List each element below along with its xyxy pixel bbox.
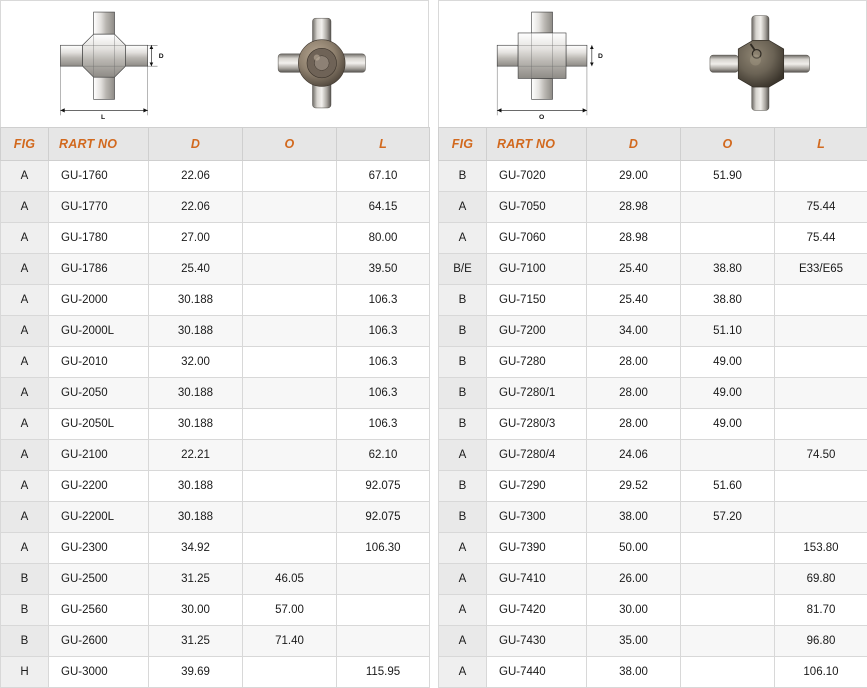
cell-o bbox=[243, 285, 337, 316]
cell-l: 92.075 bbox=[337, 471, 430, 502]
cell-d: 34.92 bbox=[149, 533, 243, 564]
cell-o bbox=[681, 564, 775, 595]
cell-part: GU-2050L bbox=[49, 409, 149, 440]
cell-l bbox=[337, 595, 430, 626]
cell-fig: A bbox=[439, 223, 487, 254]
table-row bbox=[1, 378, 430, 409]
cell-l: 74.50 bbox=[775, 440, 867, 471]
right-panel bbox=[438, 0, 867, 688]
cell-fig: B bbox=[439, 285, 487, 316]
header-l: L bbox=[337, 128, 430, 161]
cell-l bbox=[775, 285, 867, 316]
header-d: D bbox=[149, 128, 243, 161]
table-row bbox=[439, 316, 867, 347]
cell-d: 29.52 bbox=[587, 471, 681, 502]
right-line-drawing bbox=[439, 1, 653, 127]
cell-fig: A bbox=[439, 440, 487, 471]
table-row bbox=[439, 564, 867, 595]
cell-part: GU-7280/1 bbox=[487, 378, 587, 409]
cell-part: GU-7050 bbox=[487, 192, 587, 223]
table-row bbox=[439, 533, 867, 564]
cell-l bbox=[775, 502, 867, 533]
cell-l: 67.10 bbox=[337, 161, 430, 192]
right-product-photo bbox=[653, 1, 867, 127]
cell-fig: H bbox=[1, 657, 49, 688]
cell-l bbox=[337, 564, 430, 595]
table-row bbox=[1, 502, 430, 533]
cell-d: 28.00 bbox=[587, 378, 681, 409]
cell-l: 92.075 bbox=[337, 502, 430, 533]
cell-part: GU-7280/4 bbox=[487, 440, 587, 471]
dimension-label-o: O bbox=[538, 114, 545, 122]
cell-l bbox=[337, 626, 430, 657]
left-figure-box bbox=[0, 0, 429, 127]
cell-fig: A bbox=[439, 564, 487, 595]
cell-o: 49.00 bbox=[681, 378, 775, 409]
cell-d: 28.00 bbox=[587, 409, 681, 440]
cell-fig: B bbox=[439, 471, 487, 502]
cell-l: 39.50 bbox=[337, 254, 430, 285]
table-row bbox=[1, 192, 430, 223]
table-row bbox=[1, 564, 430, 595]
cell-d: 28.00 bbox=[587, 347, 681, 378]
cell-l: 106.3 bbox=[337, 347, 430, 378]
cell-d: 24.06 bbox=[587, 440, 681, 471]
right-specs-table bbox=[438, 127, 867, 688]
cell-fig: B bbox=[439, 316, 487, 347]
table-header-row bbox=[1, 128, 430, 161]
ujoint-photo-icon bbox=[215, 1, 429, 127]
cell-fig: A bbox=[439, 595, 487, 626]
cell-o bbox=[681, 223, 775, 254]
cell-part: GU-2200L bbox=[49, 502, 149, 533]
cell-l: 62.10 bbox=[337, 440, 430, 471]
cell-part: GU-2100 bbox=[49, 440, 149, 471]
table-row bbox=[1, 223, 430, 254]
cell-d: 34.00 bbox=[587, 316, 681, 347]
dimension-label-d: D bbox=[597, 53, 603, 61]
header-d: D bbox=[587, 128, 681, 161]
cell-o: 51.10 bbox=[681, 316, 775, 347]
cell-part: GU-7020 bbox=[487, 161, 587, 192]
cell-o bbox=[681, 595, 775, 626]
left-specs-table bbox=[0, 127, 430, 688]
cell-d: 27.00 bbox=[149, 223, 243, 254]
cell-o bbox=[243, 657, 337, 688]
cell-l: 69.80 bbox=[775, 564, 867, 595]
cell-fig: A bbox=[439, 192, 487, 223]
header-fig: FIG bbox=[1, 128, 49, 161]
cell-part: GU-7200 bbox=[487, 316, 587, 347]
cell-d: 30.188 bbox=[149, 285, 243, 316]
cell-o: 51.90 bbox=[681, 161, 775, 192]
cell-part: GU-2500 bbox=[49, 564, 149, 595]
cell-fig: A bbox=[1, 471, 49, 502]
cell-d: 30.188 bbox=[149, 502, 243, 533]
cell-part: GU-7290 bbox=[487, 471, 587, 502]
cell-l: 153.80 bbox=[775, 533, 867, 564]
table-row bbox=[439, 347, 867, 378]
cell-o: 57.20 bbox=[681, 502, 775, 533]
cell-l bbox=[775, 471, 867, 502]
cell-part: GU-2050 bbox=[49, 378, 149, 409]
table-row bbox=[439, 223, 867, 254]
cell-d: 39.69 bbox=[149, 657, 243, 688]
cell-d: 22.06 bbox=[149, 192, 243, 223]
cell-fig: B bbox=[439, 378, 487, 409]
cell-d: 26.00 bbox=[587, 564, 681, 595]
cell-fig: B bbox=[1, 564, 49, 595]
cell-part: GU-2000 bbox=[49, 285, 149, 316]
cell-fig: A bbox=[439, 626, 487, 657]
cell-l: 106.3 bbox=[337, 285, 430, 316]
table-row bbox=[439, 595, 867, 626]
table-row bbox=[439, 161, 867, 192]
cell-o bbox=[243, 347, 337, 378]
cell-fig: A bbox=[1, 502, 49, 533]
table-row bbox=[439, 409, 867, 440]
ujoint-line-drawing-icon bbox=[1, 1, 215, 127]
header-o: O bbox=[681, 128, 775, 161]
cell-part: GU-7300 bbox=[487, 502, 587, 533]
cell-fig: B bbox=[1, 595, 49, 626]
cell-d: 28.98 bbox=[587, 192, 681, 223]
cell-d: 30.00 bbox=[587, 595, 681, 626]
cell-fig: B bbox=[439, 161, 487, 192]
cell-l: 64.15 bbox=[337, 192, 430, 223]
cell-fig: A bbox=[1, 533, 49, 564]
cell-d: 25.40 bbox=[587, 254, 681, 285]
cell-o bbox=[243, 254, 337, 285]
cell-fig: B bbox=[439, 409, 487, 440]
table-row bbox=[1, 657, 430, 688]
cell-o bbox=[243, 192, 337, 223]
cell-o: 46.05 bbox=[243, 564, 337, 595]
cell-o bbox=[243, 440, 337, 471]
table-row bbox=[439, 378, 867, 409]
table-row bbox=[1, 316, 430, 347]
cell-o bbox=[243, 471, 337, 502]
cell-l: 106.3 bbox=[337, 409, 430, 440]
cell-part: GU-1770 bbox=[49, 192, 149, 223]
table-row bbox=[439, 657, 867, 688]
cell-l: 115.95 bbox=[337, 657, 430, 688]
cell-part: GU-7420 bbox=[487, 595, 587, 626]
right-figure-box bbox=[438, 0, 867, 127]
cell-part: GU-3000 bbox=[49, 657, 149, 688]
cell-part: GU-2600 bbox=[49, 626, 149, 657]
cell-d: 22.21 bbox=[149, 440, 243, 471]
cell-d: 29.00 bbox=[587, 161, 681, 192]
table-row bbox=[1, 161, 430, 192]
header-l: L bbox=[775, 128, 867, 161]
cell-d: 50.00 bbox=[587, 533, 681, 564]
cell-part: GU-1780 bbox=[49, 223, 149, 254]
cell-o bbox=[243, 409, 337, 440]
cell-o: 49.00 bbox=[681, 347, 775, 378]
cell-fig: A bbox=[1, 347, 49, 378]
cell-d: 30.188 bbox=[149, 471, 243, 502]
cell-d: 31.25 bbox=[149, 626, 243, 657]
header-fig: FIG bbox=[439, 128, 487, 161]
cell-fig: A bbox=[1, 440, 49, 471]
table-row bbox=[1, 440, 430, 471]
cell-o bbox=[243, 316, 337, 347]
cell-part: GU-7430 bbox=[487, 626, 587, 657]
cell-l: 81.70 bbox=[775, 595, 867, 626]
table-row bbox=[1, 626, 430, 657]
cell-part: GU-7280/3 bbox=[487, 409, 587, 440]
cell-o bbox=[681, 657, 775, 688]
dimension-label-d: D bbox=[158, 53, 164, 61]
cell-o: 49.00 bbox=[681, 409, 775, 440]
table-row bbox=[1, 471, 430, 502]
cell-l: 96.80 bbox=[775, 626, 867, 657]
cell-part: GU-7440 bbox=[487, 657, 587, 688]
table-row bbox=[439, 626, 867, 657]
cell-part: GU-7100 bbox=[487, 254, 587, 285]
header-o: O bbox=[243, 128, 337, 161]
cell-o: 71.40 bbox=[243, 626, 337, 657]
right-table-body bbox=[439, 161, 867, 688]
cell-o bbox=[681, 533, 775, 564]
cell-o bbox=[681, 192, 775, 223]
cell-d: 32.00 bbox=[149, 347, 243, 378]
cell-d: 30.188 bbox=[149, 409, 243, 440]
cell-l bbox=[775, 316, 867, 347]
cell-part: GU-7150 bbox=[487, 285, 587, 316]
header-part-no: RART NO bbox=[487, 128, 587, 161]
cell-part: GU-2010 bbox=[49, 347, 149, 378]
cell-l: 106.30 bbox=[337, 533, 430, 564]
cell-o bbox=[243, 533, 337, 564]
cell-o bbox=[243, 502, 337, 533]
cell-part: GU-7060 bbox=[487, 223, 587, 254]
cell-l: E33/E65 bbox=[775, 254, 867, 285]
cell-part: GU-2000L bbox=[49, 316, 149, 347]
dimension-label-l: L bbox=[100, 114, 106, 122]
ujoint-line-drawing-grooved-icon bbox=[439, 1, 653, 127]
cell-fig: B/E bbox=[439, 254, 487, 285]
cell-d: 30.188 bbox=[149, 316, 243, 347]
cell-d: 35.00 bbox=[587, 626, 681, 657]
header-part-no: RART NO bbox=[49, 128, 149, 161]
cell-d: 30.00 bbox=[149, 595, 243, 626]
cell-o bbox=[243, 223, 337, 254]
cell-fig: B bbox=[439, 502, 487, 533]
table-row bbox=[1, 347, 430, 378]
cell-o: 38.80 bbox=[681, 254, 775, 285]
cell-part: GU-2200 bbox=[49, 471, 149, 502]
cell-fig: A bbox=[1, 409, 49, 440]
table-row bbox=[1, 409, 430, 440]
cell-fig: A bbox=[1, 223, 49, 254]
cell-l: 106.3 bbox=[337, 316, 430, 347]
cell-part: GU-2300 bbox=[49, 533, 149, 564]
cell-fig: A bbox=[1, 161, 49, 192]
table-row bbox=[439, 440, 867, 471]
left-line-drawing bbox=[1, 1, 215, 127]
cell-l bbox=[775, 347, 867, 378]
cell-o bbox=[243, 378, 337, 409]
cell-d: 30.188 bbox=[149, 378, 243, 409]
cell-fig: B bbox=[439, 347, 487, 378]
cell-l bbox=[775, 378, 867, 409]
cell-o: 57.00 bbox=[243, 595, 337, 626]
table-row bbox=[1, 254, 430, 285]
cell-d: 38.00 bbox=[587, 657, 681, 688]
cell-part: GU-1760 bbox=[49, 161, 149, 192]
cell-o bbox=[243, 161, 337, 192]
cell-l: 106.3 bbox=[337, 378, 430, 409]
table-row bbox=[439, 285, 867, 316]
cell-l: 75.44 bbox=[775, 192, 867, 223]
table-row bbox=[1, 533, 430, 564]
cell-fig: B bbox=[1, 626, 49, 657]
cell-part: GU-7390 bbox=[487, 533, 587, 564]
cell-part: GU-7410 bbox=[487, 564, 587, 595]
cell-l bbox=[775, 409, 867, 440]
cell-l: 75.44 bbox=[775, 223, 867, 254]
table-row bbox=[1, 595, 430, 626]
left-table-body bbox=[1, 161, 430, 688]
cell-d: 25.40 bbox=[149, 254, 243, 285]
table-row bbox=[439, 471, 867, 502]
table-row bbox=[439, 254, 867, 285]
cell-d: 25.40 bbox=[587, 285, 681, 316]
ujoint-photo-grease-fitting-icon bbox=[653, 1, 867, 127]
cell-o: 51.60 bbox=[681, 471, 775, 502]
table-row bbox=[1, 285, 430, 316]
cell-fig: A bbox=[1, 285, 49, 316]
cell-o bbox=[681, 440, 775, 471]
cell-o: 38.80 bbox=[681, 285, 775, 316]
cell-fig: A bbox=[1, 316, 49, 347]
cell-part: GU-1786 bbox=[49, 254, 149, 285]
cell-d: 38.00 bbox=[587, 502, 681, 533]
cell-l: 80.00 bbox=[337, 223, 430, 254]
cell-part: GU-7280 bbox=[487, 347, 587, 378]
table-row bbox=[439, 502, 867, 533]
cell-o bbox=[681, 626, 775, 657]
cell-fig: A bbox=[1, 378, 49, 409]
table-header-row bbox=[439, 128, 867, 161]
cell-fig: A bbox=[439, 533, 487, 564]
cell-d: 31.25 bbox=[149, 564, 243, 595]
left-product-photo bbox=[215, 1, 429, 127]
left-panel bbox=[0, 0, 429, 688]
cell-fig: A bbox=[1, 254, 49, 285]
cell-l: 106.10 bbox=[775, 657, 867, 688]
cell-fig: A bbox=[439, 657, 487, 688]
cell-d: 22.06 bbox=[149, 161, 243, 192]
cell-fig: A bbox=[1, 192, 49, 223]
cell-part: GU-2560 bbox=[49, 595, 149, 626]
cell-l bbox=[775, 161, 867, 192]
table-row bbox=[439, 192, 867, 223]
cell-d: 28.98 bbox=[587, 223, 681, 254]
